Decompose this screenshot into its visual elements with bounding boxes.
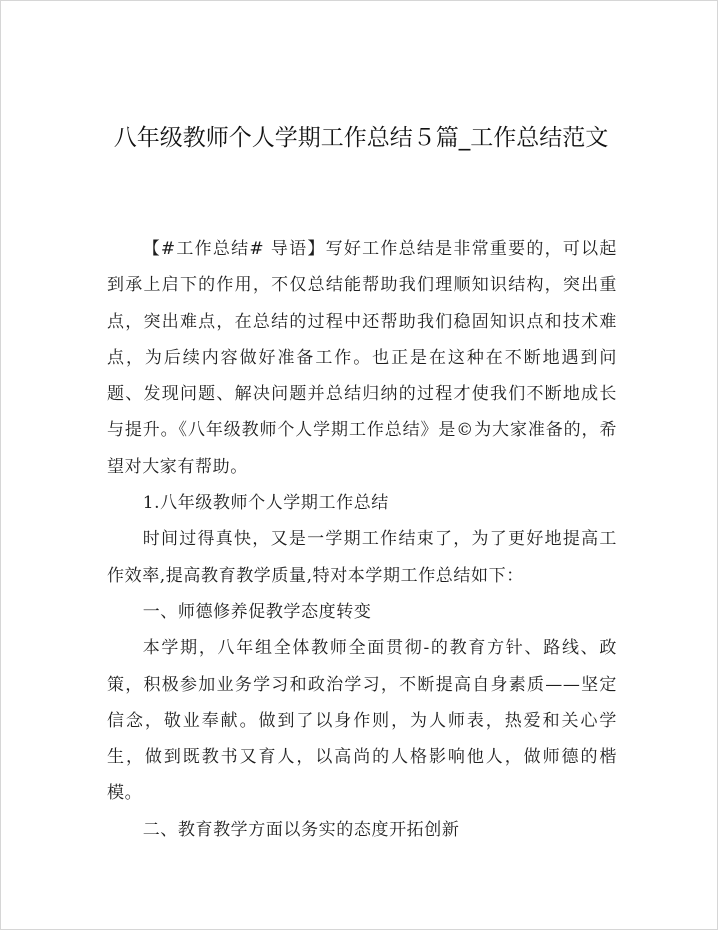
subsection-heading-1: 一、师德修养促教学态度转变 (142, 601, 372, 622)
document-title: 八年级教师个人学期工作总结５篇_工作总结范文 (113, 125, 609, 151)
body-paragraph: 时间过得真快，又是一学期工作结束了，为了更好地提高工作效率,提高教育教学质量,特对本学期工作总结如下： (107, 529, 617, 586)
document-body (107, 231, 617, 848)
section-heading-1: 1.八年级教师个人学期工作总结 (142, 493, 389, 514)
subsection-heading-2: 二、教育教学方面以务实的态度开拓创新 (142, 819, 460, 840)
body-paragraph: 本学期，八年组全体教师全面贯彻-的教育方针、路线、政策，积极参加业务学习和政治学习，不断提高自身素质——坚定信念，敬业奉献。做到了以身作则，为人师表，热爱和关心学生，做到既教书又育人，以高尚的人格影响他人，做师德的楷模。 (107, 638, 617, 804)
intro-paragraph: 【#工作总结# 导语】写好工作总结是非常重要的，可以起到承上启下的作用，不仅总结能帮助我们理顺知识结构，突出重点，突出难点，在总结的过程中还帮助我们稳固知识点和技术难点，为后续内容做好准备工作。也正是在这种在不断地遇到问题、发现问题、解决问题并总结归纳的过程才使我们不断地成长与提升。《八年级教师个人学期工作总结》是©为大家准备的，希望对大家有帮助。 (107, 239, 617, 477)
